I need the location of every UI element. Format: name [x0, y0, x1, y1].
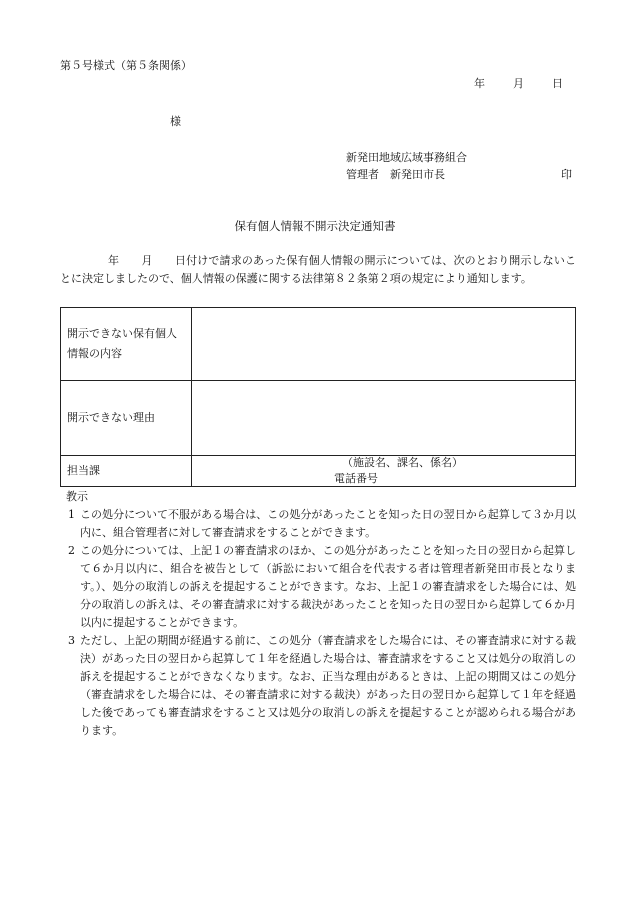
list-item — [60, 632, 576, 740]
document-title: 保有個人情報不開示決定通知書 — [234, 219, 396, 233]
notice-number: 2 — [68, 544, 75, 557]
notice-heading: 教示 — [66, 490, 88, 503]
form-number: 第５号様式（第５条関係） — [60, 59, 192, 72]
notice-text: この処分については、上記１の審査請求のほか、この処分があったことを知った日の翌日から起算して６か月以内に、組合を被告として（訴訟において組合を代表する者は管理者新発田市長となります。）、処分の取消しの訴えを提起することができます。なお、上記１の審査請求をした場合には、処分の取消しの訴えは、その審査請求に対する裁決があったことを知った日の翌日から起算して６か月以内に提起することができます。 — [80, 544, 576, 629]
notice-list — [60, 506, 576, 740]
table-row — [61, 308, 576, 381]
date-line — [474, 78, 563, 89]
undisclosable-reason-label: 開示できない理由 — [61, 381, 192, 456]
issuer-organization: 新発田地域広域事務組合 — [346, 151, 467, 164]
table-row — [61, 381, 576, 456]
addressee-suffix: 様 — [170, 115, 181, 128]
notice-text: この処分について不服がある場合は、この処分があったことを知った日の翌日から起算して３か月以内に、組合管理者に対して審査請求をすることができます。 — [80, 508, 576, 539]
date-month: 月 — [513, 77, 524, 90]
issuer-title-line — [346, 169, 572, 180]
notice-text: ただし、上記の期間が経過する前に、この処分（審査請求をした場合には、その審査請求に対する裁決）があった日の翌日から起算して１年を経過した場合は、審査請求をすること又は処分の取消しの訴えを提起することができなくなります。なお、正当な理由があるときは、上記の期間又はこの処分（審査請求をした場合には、その審査請求に対する裁決）があった日の翌日から起算して１年を経過した後であっても審査請求をすること又は処分の取消しの訴えを提起することが認められる場合があります。 — [80, 634, 576, 737]
info-table — [60, 307, 576, 487]
list-item — [60, 542, 576, 632]
issuer-title: 管理者 新発田市長 — [346, 168, 445, 181]
table-row — [61, 456, 576, 487]
undisclosable-content-label: 開示できない保有個人情報の内容 — [61, 308, 192, 381]
date-day: 日 — [552, 77, 563, 90]
notice-number: 1 — [68, 508, 75, 521]
list-item — [60, 506, 576, 542]
undisclosable-reason-field[interactable] — [192, 381, 576, 456]
facility-placeholder: （施設名、課名、係名） — [342, 456, 463, 469]
department-field[interactable] — [192, 456, 576, 487]
phone-label: 電話番号 — [334, 472, 378, 485]
notice-number: 3 — [68, 634, 75, 647]
seal-mark: 印 — [561, 168, 572, 181]
date-year: 年 — [474, 77, 485, 90]
department-label: 担当課 — [61, 456, 192, 487]
body-text: 年 月 日付けで請求のあった保有個人情報の開示については、次のとおり開示しないことに決定しましたので、個人情報の保護に関する法律第８２条第２項の規定により通知します。 — [60, 254, 576, 285]
undisclosable-content-field[interactable] — [192, 308, 576, 381]
